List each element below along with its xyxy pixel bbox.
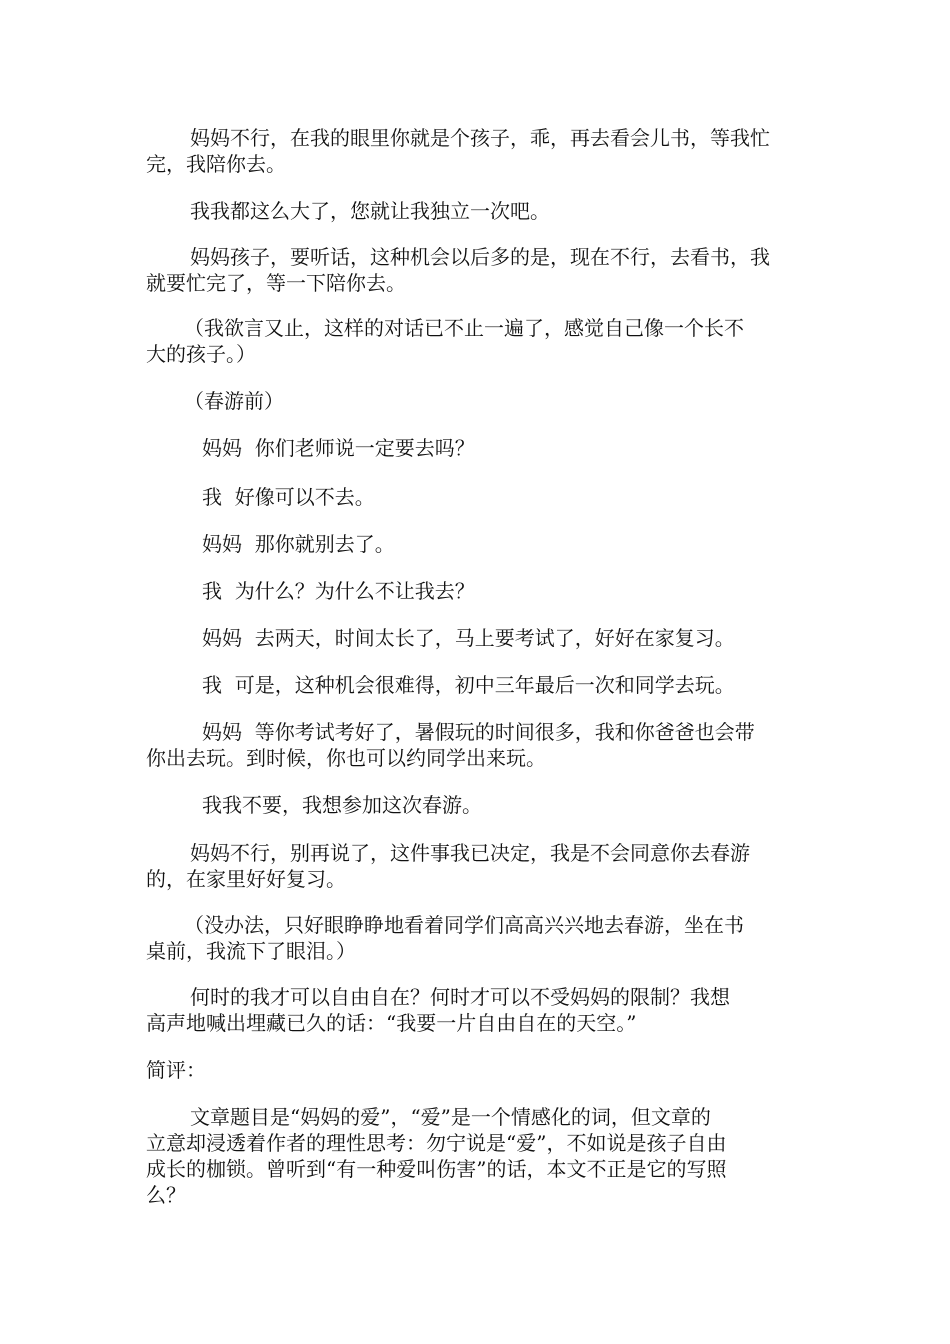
paragraph-4 (146, 315, 846, 367)
text-line: 你出去玩。到时候，你也可以约同学出来玩。 (146, 746, 546, 770)
paragraph-8 (146, 531, 864, 557)
text-line: 文章题目是“妈妈的爱”，“爱”是一个情感化的词，但文章的 (190, 1105, 711, 1129)
paragraph-12 (146, 719, 864, 771)
section-heading-comment (146, 1057, 808, 1083)
paragraph-1 (146, 125, 808, 177)
text-line: 我我都这么大了，您就让我独立一次吧。 (190, 199, 550, 223)
text-line: 我 好像可以不去。 (202, 485, 375, 509)
paragraph-3 (146, 244, 808, 296)
text-line: （没办法，只好眼睁睁地看着同学们高高兴兴地去春游，坐在书 (184, 913, 744, 937)
text-line: 妈妈不行，别再说了，这件事我已决定，我是不会同意你去春游 (190, 841, 750, 865)
paragraph-10 (146, 625, 864, 651)
paragraph-9 (146, 578, 864, 604)
text-line: 完，我陪你去。 (146, 152, 286, 176)
text-line: 就要忙完了，等一下陪你去。 (146, 271, 406, 295)
paragraph-commentary (146, 1104, 808, 1208)
text-line: 高声地喊出埋藏已久的话：“我要一片自由自在的天空。” (146, 1011, 637, 1035)
text-line: （我欲言又止，这样的对话已不止一遍了，感觉自己像一个长不 (184, 316, 744, 340)
text-line: 妈妈不行，在我的眼里你就是个孩子，乖，再去看会儿书，等我忙 (190, 126, 770, 150)
text-line: 大的孩子。） (146, 342, 256, 366)
paragraph-15 (146, 912, 846, 964)
paragraph-11 (146, 672, 864, 698)
paragraph-14 (146, 840, 808, 892)
text-line: 妈妈 等你考试考好了，暑假玩的时间很多，我和你爸爸也会带 (202, 720, 755, 744)
paragraph-13 (146, 792, 864, 818)
paragraph-7 (146, 484, 864, 510)
text-line: 妈妈 去两天，时间太长了，马上要考试了，好好在家复习。 (202, 626, 735, 650)
text-line: 我 可是，这种机会很难得，初中三年最后一次和同学去玩。 (202, 673, 735, 697)
text-line: 么？ (146, 1183, 186, 1207)
paragraph-6 (146, 435, 864, 461)
text-line: 妈妈孩子，要听话，这种机会以后多的是，现在不行，去看书，我 (190, 245, 770, 269)
text-line: 简评： (146, 1058, 206, 1082)
text-line: 我 为什么？为什么不让我去？ (202, 579, 475, 603)
text-line: 立意却浸透着作者的理性思考：勿宁说是“爱”，不如说是孩子自由 (146, 1131, 727, 1155)
text-line: （春游前） (184, 389, 284, 413)
text-line: 的，在家里好好复习。 (146, 867, 346, 891)
paragraph-5 (146, 388, 846, 414)
text-line: 桌前，我流下了眼泪。） (146, 939, 356, 963)
paragraph-2 (146, 198, 808, 224)
text-line: 何时的我才可以自由自在？何时才可以不受妈妈的限制？我想 (190, 985, 730, 1009)
text-line: 成长的枷锁。曾听到“有一种爱叫伤害”的话，本文不正是它的写照 (146, 1157, 727, 1181)
paragraph-16 (146, 984, 808, 1036)
text-line: 我我不要，我想参加这次春游。 (202, 793, 482, 817)
text-line: 妈妈 那你就别去了。 (202, 532, 395, 556)
text-line: 妈妈 你们老师说一定要去吗？ (202, 436, 475, 460)
